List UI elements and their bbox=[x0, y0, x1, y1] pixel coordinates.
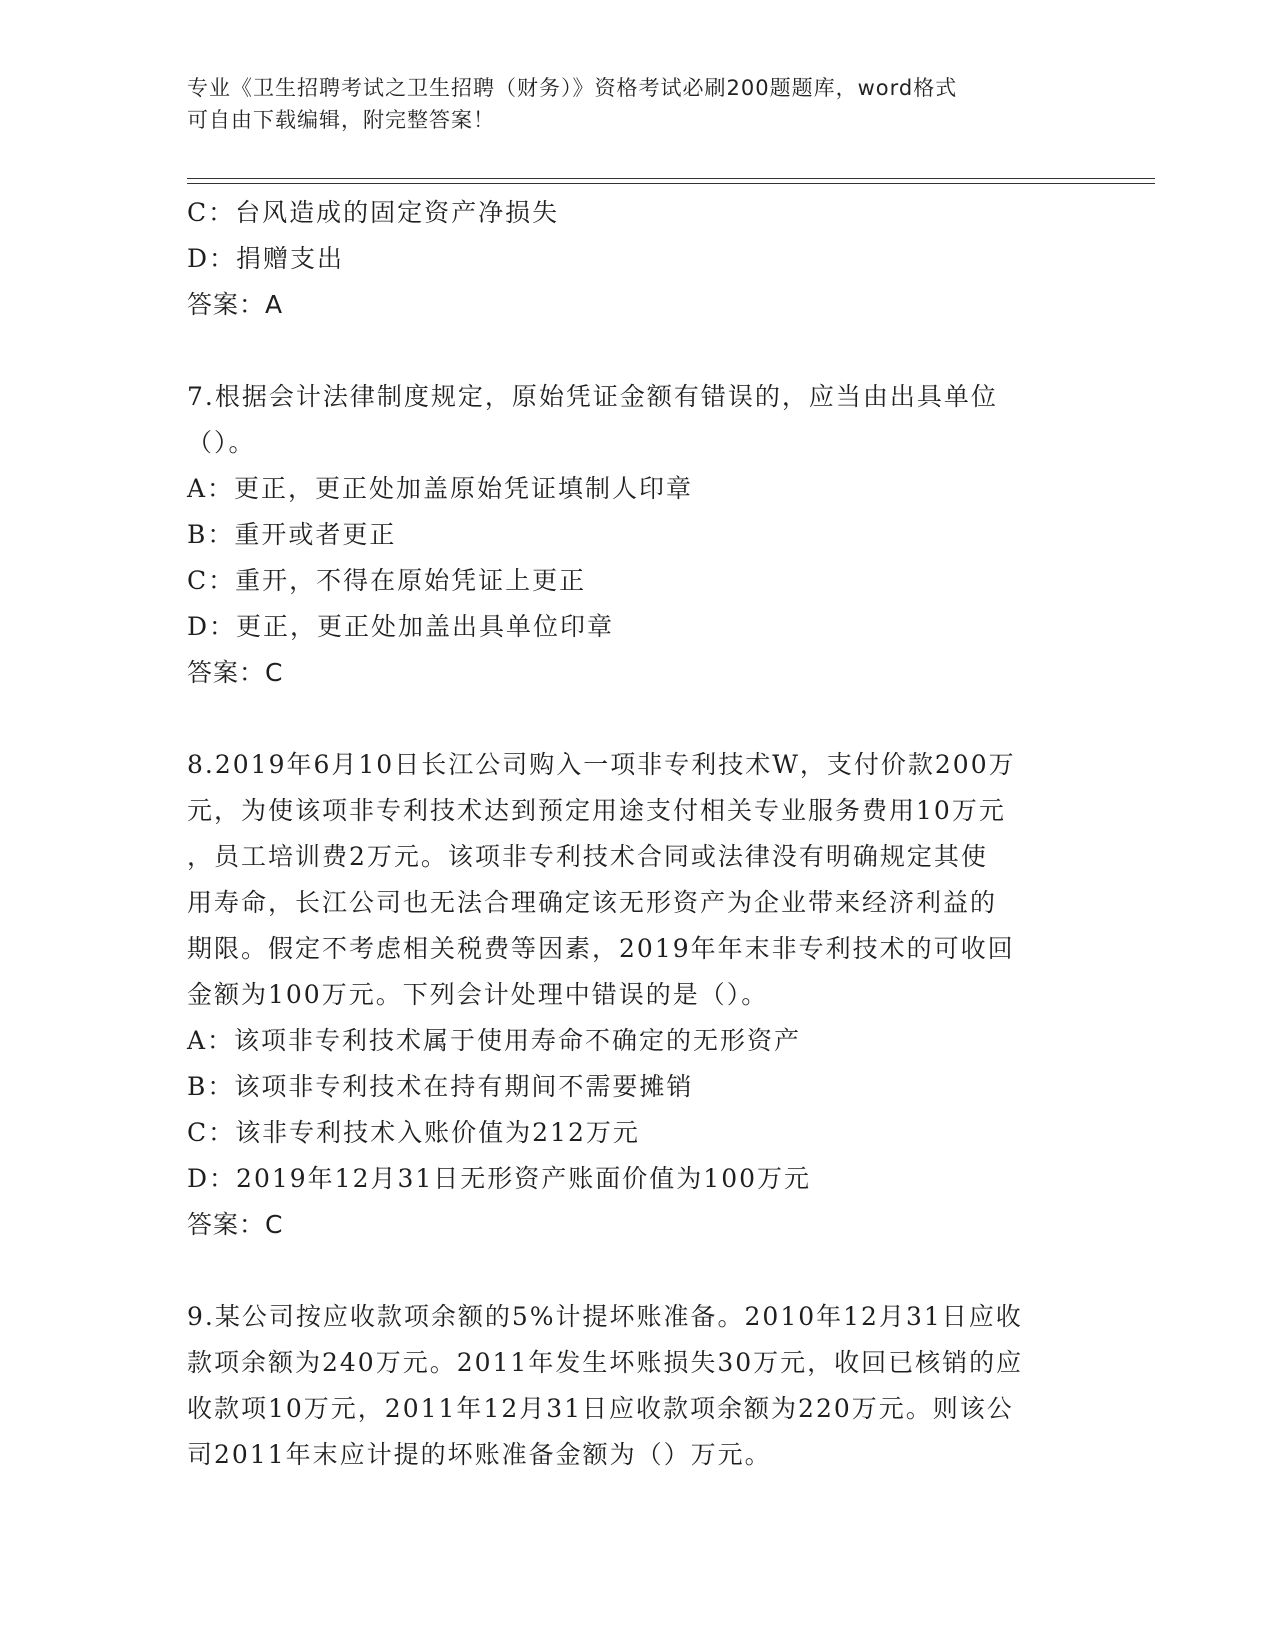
header-line-1: 专业《卫生招聘考试之卫生招聘（财务）》资格考试必刷200题题库，word格式 bbox=[187, 76, 958, 100]
option-c: C：重开，不得在原始凭证上更正 bbox=[187, 566, 587, 595]
header-divider-bottom bbox=[187, 183, 1155, 184]
question-stem-line: 7.根据会计法律制度规定，原始凭证金额有错误的，应当由出具单位 bbox=[187, 382, 998, 411]
question-stem-line: 期限。假定不考虑相关税费等因素，2019年年末非专利技术的可收回 bbox=[187, 934, 1015, 963]
answer: 答案：C bbox=[187, 1210, 284, 1239]
question-stem-line: 用寿命，长江公司也无法合理确定该无形资产为企业带来经济利益的 bbox=[187, 888, 998, 917]
question-stem-line: 元，为使该项非专利技术达到预定用途支付相关专业服务费用10万元 bbox=[187, 796, 1006, 825]
question-stem-line: 收款项10万元，2011年12月31日应收款项余额为220万元。则该公 bbox=[187, 1394, 1014, 1423]
option-c: C：台风造成的固定资产净损失 bbox=[187, 198, 560, 227]
option-d: D：捐赠支出 bbox=[187, 244, 345, 273]
question-6 bbox=[187, 190, 1087, 328]
header-divider-top bbox=[187, 178, 1155, 179]
question-stem-line: 8.2019年6月10日长江公司购入一项非专利技术W，支付价款200万 bbox=[187, 750, 1016, 779]
question-stem-line: 金额为100万元。下列会计处理中错误的是（）。 bbox=[187, 980, 769, 1009]
question-8 bbox=[187, 742, 1087, 1248]
option-c: C：该非专利技术入账价值为212万元 bbox=[187, 1118, 640, 1147]
question-stem-line: 款项余额为240万元。2011年发生坏账损失30万元，收回已核销的应 bbox=[187, 1348, 1024, 1377]
option-a: A：该项非专利技术属于使用寿命不确定的无形资产 bbox=[187, 1026, 802, 1055]
option-a: A：更正，更正处加盖原始凭证填制人印章 bbox=[187, 474, 694, 503]
option-b: B：该项非专利技术在持有期间不需要摊销 bbox=[187, 1072, 694, 1101]
option-d: D：2019年12月31日无形资产账面价值为100万元 bbox=[187, 1164, 812, 1193]
document-body bbox=[187, 190, 1087, 1478]
question-stem-line: （）。 bbox=[187, 428, 256, 457]
header-line-2: 可自由下载编辑，附完整答案！ bbox=[187, 108, 495, 132]
question-9 bbox=[187, 1294, 1087, 1478]
option-b: B：重开或者更正 bbox=[187, 520, 397, 549]
option-d: D：更正，更正处加盖出具单位印章 bbox=[187, 612, 615, 641]
answer: 答案：C bbox=[187, 658, 284, 687]
question-7 bbox=[187, 374, 1087, 696]
question-stem-line: 司2011年末应计提的坏账准备金额为（）万元。 bbox=[187, 1440, 772, 1469]
question-stem-line: ，员工培训费2万元。该项非专利技术合同或法律没有明确规定其使 bbox=[187, 842, 988, 871]
document-header bbox=[187, 72, 1067, 136]
answer: 答案：A bbox=[187, 290, 284, 319]
question-stem-line: 9.某公司按应收款项余额的5%计提坏账准备。2010年12月31日应收 bbox=[187, 1302, 1023, 1331]
